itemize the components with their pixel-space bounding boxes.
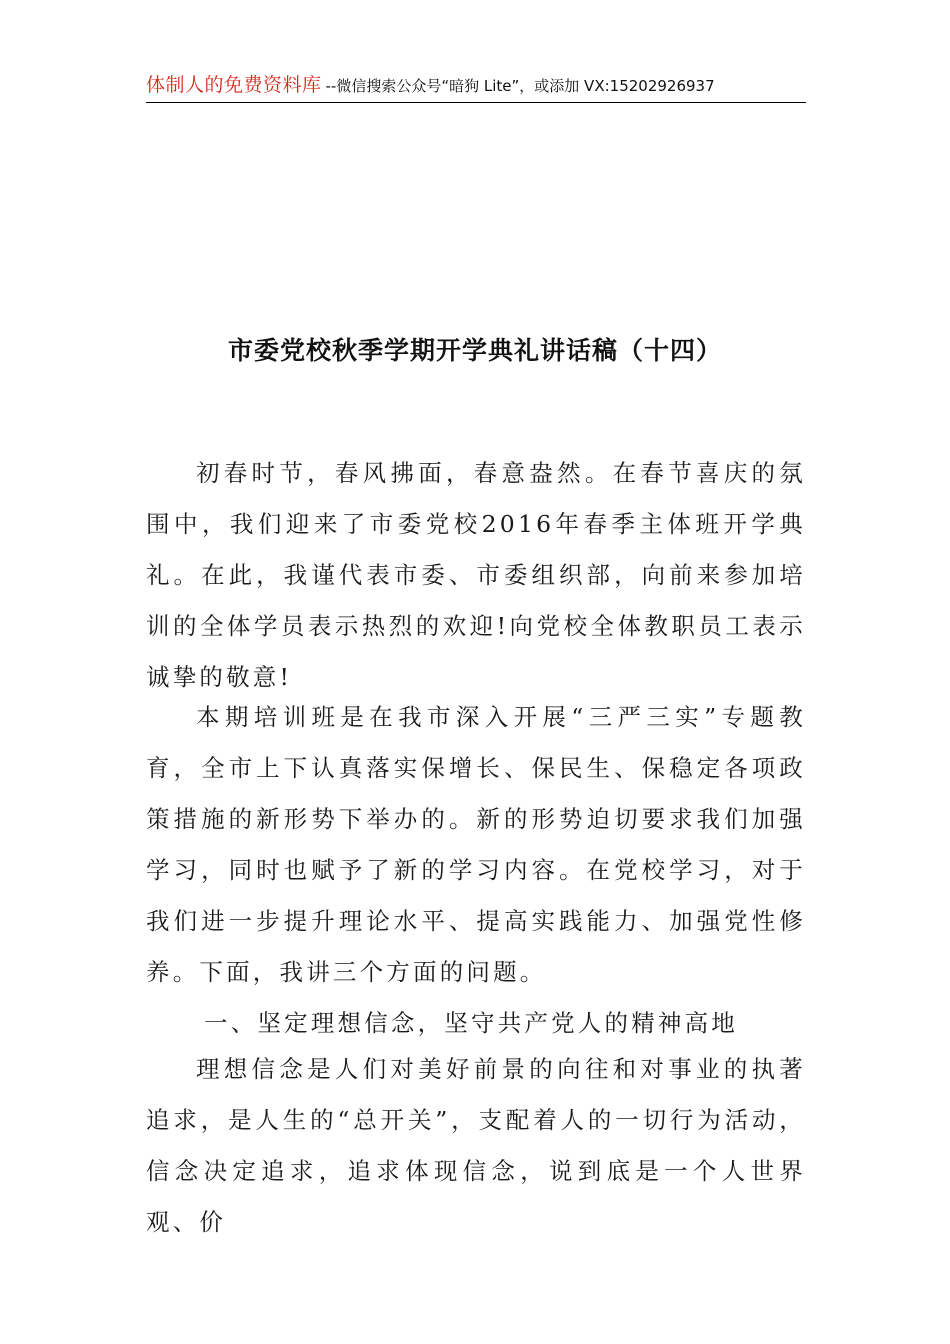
paragraph-opening: 初春时节，春风拂面，春意盎然。在春节喜庆的氛围中，我们迎来了市委党校2016年春季主体班开学典礼。在此，我谨代表市委、市委组织部，向前来参加培训的全体学员表示热烈的欢迎!向党校全体教职员工表示诚挚的敬意! [146,459,806,691]
paragraph-context: 本期培训班是在我市深入开展“三严三实”专题教育，全市上下认真落实保增长、保民生、保稳定各项政策措施的新形势下举办的。新的形势迫切要求我们加强学习，同时也赋予了新的学习内容。在党校学习，对于我们进一步提升理论水平、提高实践能力、加强党性修养。下面，我讲三个方面的问题。 [146,703,806,986]
document-title: 市委党校秋季学期开学典礼讲话稿（十四） [227,336,722,365]
paragraph-section-body: 理想信念是人们对美好前景的向往和对事业的执著追求，是人生的“总开关”，支配着人的一切行为活动，信念决定追求，追求体现信念，说到底是一个人世界观、价 [146,1055,806,1236]
header-brand: 体制人的免费资料库 [146,74,322,96]
header-contact-note: --微信搜索公众号“暗狗 Lite”，或添加 VX:15202926937 [325,77,715,95]
page-header [146,72,806,103]
section-heading: 一、坚定理想信念，坚守共产党人的精神高地 [204,1009,738,1037]
